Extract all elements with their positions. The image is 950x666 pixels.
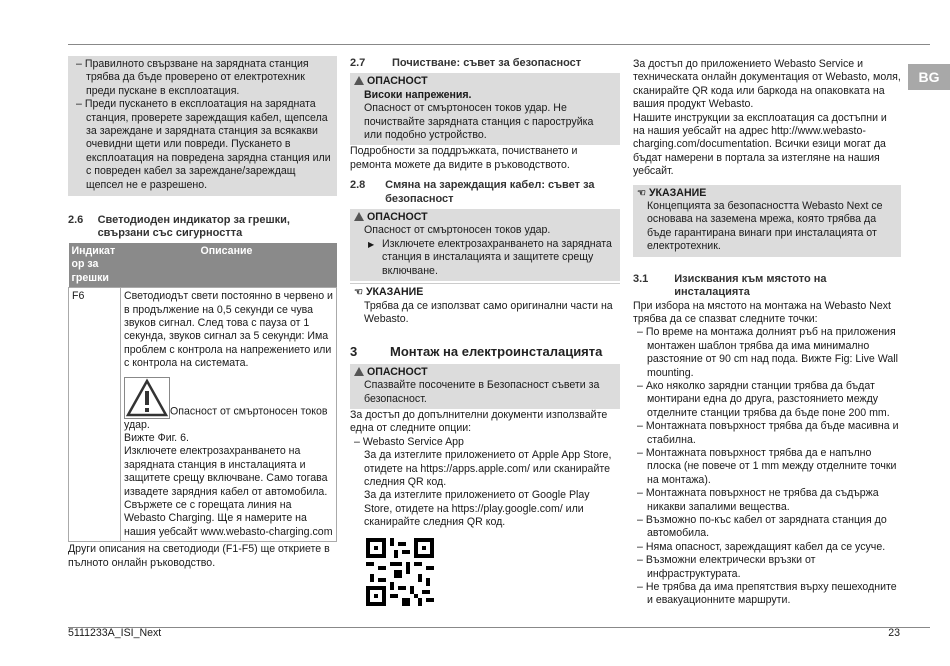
bullet-arrow-icon: ▶: [368, 239, 375, 249]
requirement-item: – Няма опасност, зареждащият кабел да се усуче.: [633, 541, 901, 554]
row-text: Вижте Фиг. 6.: [124, 431, 189, 444]
danger-box: [350, 364, 620, 409]
danger-box: [350, 209, 620, 281]
warning-icon: [354, 212, 364, 221]
section-heading: [350, 57, 620, 70]
warning-icon: [354, 76, 364, 85]
paragraph: За достъп до приложението Webasto Service и техническата онлайн документация от Webasto, моля, сканирайте QR кода или баркода на опаковката на вашия продукт Webasto.: [633, 58, 901, 111]
requirement-item: – По време на монтажа долният ръб на приложения монтажен шаблон трябва да има минимално разстояние от 90 cm над пода. Вижте Fig: Live Wall mounting.: [633, 326, 901, 380]
intro-box: [68, 56, 337, 196]
error-table: [68, 243, 337, 542]
pointing-hand-icon: ☜: [637, 187, 646, 199]
danger-text: Спазвайте посочените в Безопасност съвети за безопасност.: [364, 379, 600, 405]
danger-text: Опасност от смъртоносен токов удар. Не почиствайте зарядната станция с пароструйка или подобно устройство.: [364, 102, 594, 142]
qr-code-icon: [366, 538, 620, 610]
note-heading: ☜ УКАЗАНИЕ: [354, 286, 424, 299]
language-tab: BG: [908, 64, 950, 90]
error-description: [121, 288, 337, 542]
section-title: Смяна на зареждащия кабел: съвет за безопасност: [385, 179, 595, 205]
chapter-title: Монтаж на електроинсталацията: [390, 344, 603, 360]
chapter-heading: [350, 345, 620, 358]
paragraph: Нашите инструкции за експлоатация са достъпни и на нашия уебсайт на адрес http://www.webasto-charging.com/documentation. Всички езици могат да бъдат намерени в портала за изтегляне на нашия уебсайт.: [633, 111, 887, 178]
paragraph: Подробности за поддръжката, почистването и ремонта можете да видите в ръководството.: [350, 145, 578, 171]
row-text: Светодиодът свети постоянно в червено и в продължение на 0,5 секунди се чува звуков сигнал. След това с пауза от 1 секунда, звуков сигнал за 5 секунди: Има проблем с контрола на напрежението или с контрола на системата.: [124, 290, 333, 370]
apple-text: За да изтеглите приложението от Apple App Store, отидете на https://apps.apple.com/ или сканирайте следния QR код.: [364, 449, 612, 488]
section-title: Светодиоден индикатор за грешки, свързани със сигурността: [97, 214, 290, 240]
note-text: Трябва да се използват само оригинални части на Webasto.: [364, 299, 613, 325]
requirement-item: – Ако няколко зарядни станции трябва да бъдат монтирани една до друга, разстоянието между отделните станции трябва да бъде поне 200 mm.: [633, 380, 901, 420]
section-number: 3.1: [633, 272, 649, 285]
danger-body: [354, 89, 614, 143]
section-heading: [633, 273, 901, 300]
section-number: 2.8: [350, 179, 366, 192]
table-row: [69, 288, 337, 542]
column-middle: [350, 57, 620, 610]
pointing-hand-icon: ☜: [354, 287, 363, 299]
chapter-number: 3: [350, 344, 358, 360]
note-heading: ☜ УКАЗАНИЕ: [637, 186, 707, 199]
warning-triangle-icon: [124, 377, 170, 419]
page-number: 23: [888, 627, 900, 639]
note-box: [633, 185, 901, 257]
header-rule: [68, 44, 930, 45]
table-header-description: Описание: [121, 243, 337, 288]
danger-subtitle: Високи напрежения.: [364, 88, 472, 101]
danger-box: [350, 73, 620, 145]
requirement-item: – Възможни електрически връзки от инфраструктурата.: [633, 554, 901, 581]
danger-bullet: ▶ Изключете електрозахранването на зарядната станция в инсталацията и защитете срещу включване.: [368, 237, 612, 277]
danger-heading: ОПАСНОСТ: [354, 75, 614, 88]
row-text: Изключете електрозахранването на зарядната станция в инсталацията и защитете срещу включване. Само тогава извадете зарядния кабел от автомобила. Свържете се с горещата линия на Webasto Charging. Ще я намерите на нашия уебсайт www.webasto-charging.com: [124, 445, 333, 538]
danger-heading: ОПАСНОСТ: [354, 366, 614, 379]
section-number: 2.7: [350, 57, 366, 69]
column-left: [68, 56, 337, 570]
paragraph: При избора на мястото на монтажа на Webasto Next трябва да се спазват следните точки:: [633, 299, 891, 325]
danger-body: [354, 224, 614, 278]
warning-text: Опасност от смъртоносен токов удар.: [124, 405, 328, 431]
section-heading: [68, 214, 337, 241]
google-text: За да изтеглите приложението от Google Play Store, отидете на https://play.google.com/ или сканирайте следния QR код.: [364, 489, 590, 529]
footer-rule: [68, 627, 930, 628]
warning-icon: [354, 367, 364, 376]
section-heading: [350, 179, 620, 206]
section-title: Изисквания към мястото на инсталацията: [674, 272, 827, 299]
danger-text: Опасност от смъртоносен токов удар.: [364, 224, 551, 237]
column-right: [633, 58, 901, 608]
intro-item: – Правилното свързване на зарядната станция трябва да бъде проверено от електротехник преди пускане в експлоатация.: [72, 58, 333, 98]
intro-item: – Преди пускането в експлоатация на зарядната станция, проверете зареждащия кабел, щепсела за зареждане и зарядната станция за всякакви очевидни щети или повреди. Пускането в експлоатация на повредена зарядна станция или с повреден кабел за зареждане/зареждащ щепсел не е разрешено.: [72, 98, 333, 192]
requirement-item: – Монтажната повърхност не трябва да съдържа никакви запалими вещества.: [633, 487, 901, 514]
requirement-item: – Монтажната повърхност трябва да бъде масивна и стабилна.: [633, 420, 901, 447]
footer-doc-id: 5111233A_ISI_Next: [68, 627, 162, 639]
section-number: 2.6: [68, 214, 84, 227]
note-text: Концепцията за безопасността Webasto Next се основава на заземена мрежа, която трябва да бъде гарантирана винаги при инсталацията от електротехник.: [647, 200, 883, 253]
requirement-item: – Не трябва да има препятствия върху пешеходните и евакуационните маршрути.: [633, 581, 901, 608]
section-title: Почистване: съвет за безопасност: [392, 57, 582, 69]
requirement-item: – Монтажната повърхност трябва да е напълно плоска (не повече от 1 mm между отделните точки на монтажа).: [633, 447, 901, 487]
note-box: [350, 283, 620, 329]
paragraph: За достъп до допълнителни документи използвайте една от следните опции:: [350, 408, 608, 435]
danger-heading: ОПАСНОСТ: [354, 211, 614, 224]
table-header-indicator: Индикат ор за грешки: [69, 243, 121, 288]
option-item: – Webasto Service App: [350, 436, 620, 449]
row-warning: [124, 371, 333, 432]
requirement-item: – Възможно по-къс кабел от зарядната станция до автомобила.: [633, 514, 901, 541]
outro-text: Други описания на светодиоди (F1-F5) ще откриете в пълното онлайн ръководство.: [68, 543, 330, 569]
error-code: F6: [69, 288, 121, 542]
